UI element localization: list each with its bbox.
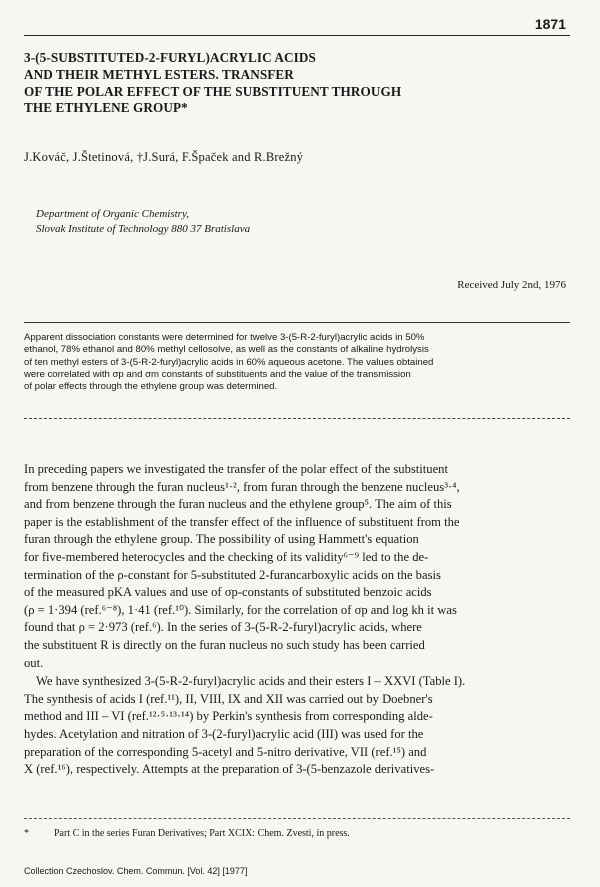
footnote-marker: * xyxy=(24,828,29,839)
received-date: Received July 2nd, 1976 xyxy=(457,279,566,291)
body-line: out. xyxy=(24,655,44,670)
body-line: paper is the establishment of the transfer effect of the influence of substituent from the xyxy=(24,514,460,529)
header-rule xyxy=(24,35,570,36)
body-line: The synthesis of acids I (ref.¹¹), II, VIII, IX and XII was carried out by Doebner's xyxy=(24,691,433,706)
abstract-line: were correlated with σp and σm constants of substituents and the value of the transmission xyxy=(24,368,411,380)
body-line: found that ρ = 2·973 (ref.⁶). In the series of 3-(5-R-2-furyl)acrylic acids, where xyxy=(24,620,422,635)
body-line: and from benzene through the furan nucleus and the ethylene group⁵. The aim of this xyxy=(24,497,452,512)
body-line: for five-membered heterocycles and the checking of its validity⁶⁻⁹ led to the de- xyxy=(24,549,429,564)
body-line: furan through the ethylene group. The possibility of using Hammett's equation xyxy=(24,532,419,547)
journal-citation: Collection Czechoslov. Chem. Commun. [Vol. 42] [1977] xyxy=(24,866,248,876)
affiliation-line: Department of Organic Chemistry, xyxy=(36,208,189,220)
title-line: OF THE POLAR EFFECT OF THE SUBSTITUENT THROUGH xyxy=(24,83,402,99)
paragraph-2 xyxy=(24,673,576,779)
title-line: AND THEIR METHYL ESTERS. TRANSFER xyxy=(24,66,294,82)
body-line: method and III – VI (ref.¹²·⁵·¹³·¹⁴) by Perkin's synthesis from corresponding alde- xyxy=(24,709,433,724)
abstract-top-rule xyxy=(24,322,570,323)
affiliation xyxy=(36,207,250,237)
author-list: J.Kováč, J.Štetinová, †J.Surá, F.Špaček and R.Brežný xyxy=(24,150,304,164)
body-line: X (ref.¹⁶), respectively. Attempts at the preparation of 3-(5-benzazole derivatives- xyxy=(24,762,435,777)
abstract-line: of polar effects through the ethylene group was determined. xyxy=(24,381,278,393)
footnote-text: Part C in the series Furan Derivatives; Part XCIX: Chem. Zvesti, in press. xyxy=(54,828,350,839)
body-line: of the measured pKA values and use of σp-constants of substituted benzoic acids xyxy=(24,585,432,600)
body-line: preparation of the corresponding 5-acetyl and 5-nitro derivative, VII (ref.¹⁵) and xyxy=(24,744,427,759)
body-line: We have synthesized 3-(5-R-2-furyl)acrylic acids and their esters I – XXVI (Table I). xyxy=(36,674,466,689)
title-line: 3-(5-SUBSTITUTED-2-FURYL)ACRYLIC ACIDS xyxy=(24,50,316,65)
body-text xyxy=(24,461,576,779)
paper-title xyxy=(24,50,564,117)
abstract xyxy=(24,332,572,393)
footnote xyxy=(24,828,350,839)
body-line: from benzene through the furan nucleus¹·², from furan through the benzene nucleus³·⁴, xyxy=(24,479,460,494)
abstract-line: of ten methyl esters of 3-(5-R-2-furyl)acrylic acids in 60% aqueous acetone. The values obtained xyxy=(24,356,434,368)
abstract-line: ethanol, 78% ethanol and 80% methyl cellosolve, as well as the constants of alkaline hydrolysis xyxy=(24,344,429,356)
page-number: 1871 xyxy=(534,16,566,32)
body-line: the substituent R is directly on the furan nucleus no such study has been carried xyxy=(24,637,425,652)
body-line: In preceding papers we investigated the transfer of the polar effect of the substituent xyxy=(24,462,448,476)
body-line: (ρ = 1·394 (ref.⁶⁻⁸), 1·41 (ref.¹⁰). Similarly, for the correlation of σp and log kh it was xyxy=(24,602,457,617)
body-line: termination of the ρ-constant for 5-substituted 2-furancarboxylic acids on the basis xyxy=(24,567,441,582)
abstract-line: Apparent dissociation constants were determined for twelve 3-(5-R-2-furyl)acrylic acids in 50% xyxy=(24,332,425,343)
body-line: hydes. Acetylation and nitration of 3-(2-furyl)acrylic acid (III) was used for the xyxy=(24,726,424,741)
footnote-rule xyxy=(24,818,570,819)
affiliation-line: Slovak Institute of Technology 880 37 Bratislava xyxy=(36,223,251,235)
paragraph-1 xyxy=(24,461,576,672)
title-line: THE ETHYLENE GROUP* xyxy=(24,100,188,116)
abstract-bottom-rule xyxy=(24,418,570,419)
